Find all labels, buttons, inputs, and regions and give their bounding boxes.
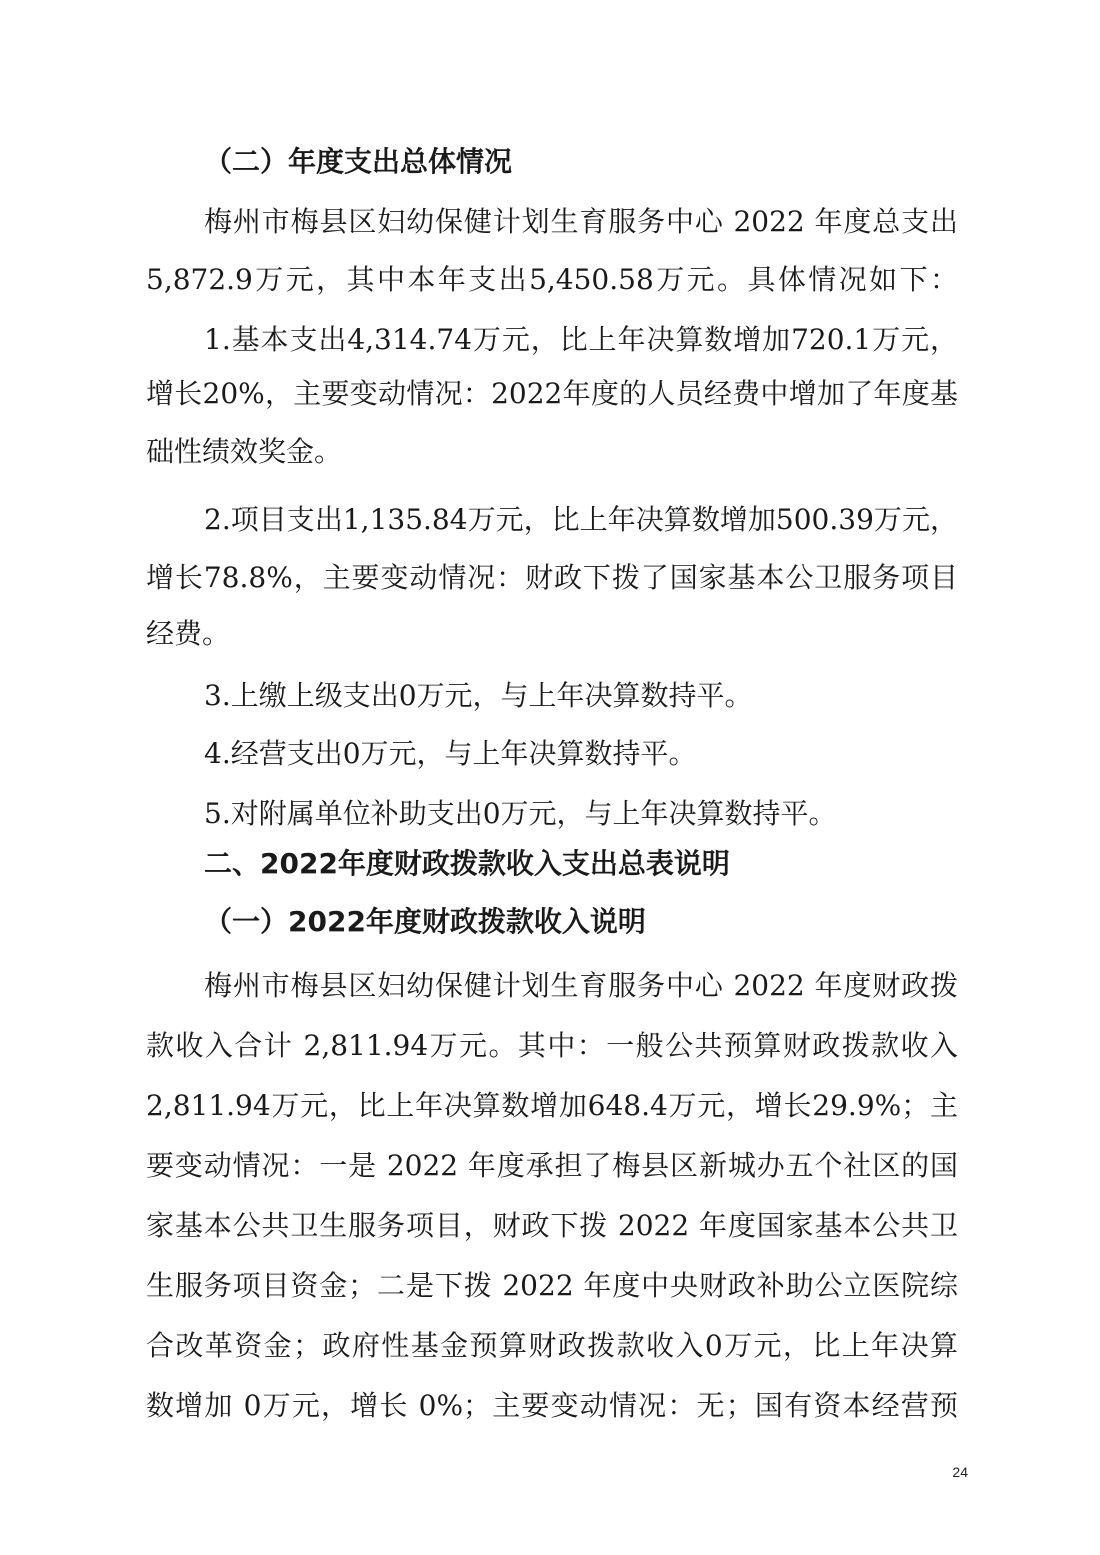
chapter-heading: 二、2022年度财政拨款收入支出总表说明 (204, 847, 730, 880)
paragraph-line: 梅州市梅县区妇幼保健计划生育服务中心 2022 年度总支出 (204, 205, 958, 238)
section-heading-expenditure: （二）年度支出总体情况 (204, 145, 513, 178)
list-item-remit-expenditure: 3.上缴上级支出0万元，与上年决算数持平。 (204, 679, 753, 712)
paragraph-line: 础性绩效奖金。 (146, 435, 343, 468)
paragraph-line: 2,811.94万元，比上年决算数增加648.4万元，增长29.9%；主 (146, 1089, 958, 1122)
list-item-project-expenditure: 2.项目支出1,135.84万元，比上年决算数增加500.39万元， (204, 503, 958, 536)
paragraph-line: 数增加 0万元，增长 0%；主要变动情况：无；国有资本经营预 (146, 1389, 958, 1422)
page-number: 24 (952, 1464, 968, 1480)
paragraph-line: 要变动情况：一是 2022 年度承担了梅县区新城办五个社区的国 (146, 1149, 958, 1182)
paragraph-line: 经费。 (146, 617, 231, 650)
list-item-subsidy-expenditure: 5.对附属单位补助支出0万元，与上年决算数持平。 (204, 797, 837, 830)
list-item-basic-expenditure: 1.基本支出4,314.74万元，比上年决算数增加720.1万元， (204, 323, 958, 356)
paragraph-line: 款收入合计 2,811.94万元。其中：一般公共预算财政拨款收入 (146, 1029, 958, 1062)
paragraph-line: 5,872.9万元，其中本年支出5,450.58万元。具体情况如下： (146, 263, 958, 296)
paragraph-line: 生服务项目资金；二是下拨 2022 年度中央财政补助公立医院综 (146, 1269, 958, 1302)
list-item-business-expenditure: 4.经营支出0万元，与上年决算数持平。 (204, 737, 697, 770)
section-heading-income: （一）2022年度财政拨款收入说明 (204, 905, 646, 938)
paragraph-line: 合改革资金；政府性基金预算财政拨款收入0万元，比上年决算 (146, 1329, 958, 1362)
paragraph-line: 家基本公共卫生服务项目，财政下拨 2022 年度国家基本公共卫 (146, 1209, 958, 1242)
paragraph-line: 增长20%，主要变动情况：2022年度的人员经费中增加了年度基 (146, 377, 958, 410)
paragraph-line: 增长78.8%，主要变动情况：财政下拨了国家基本公卫服务项目 (146, 561, 958, 594)
paragraph-line: 梅州市梅县区妇幼保健计划生育服务中心 2022 年度财政拨 (204, 969, 958, 1002)
